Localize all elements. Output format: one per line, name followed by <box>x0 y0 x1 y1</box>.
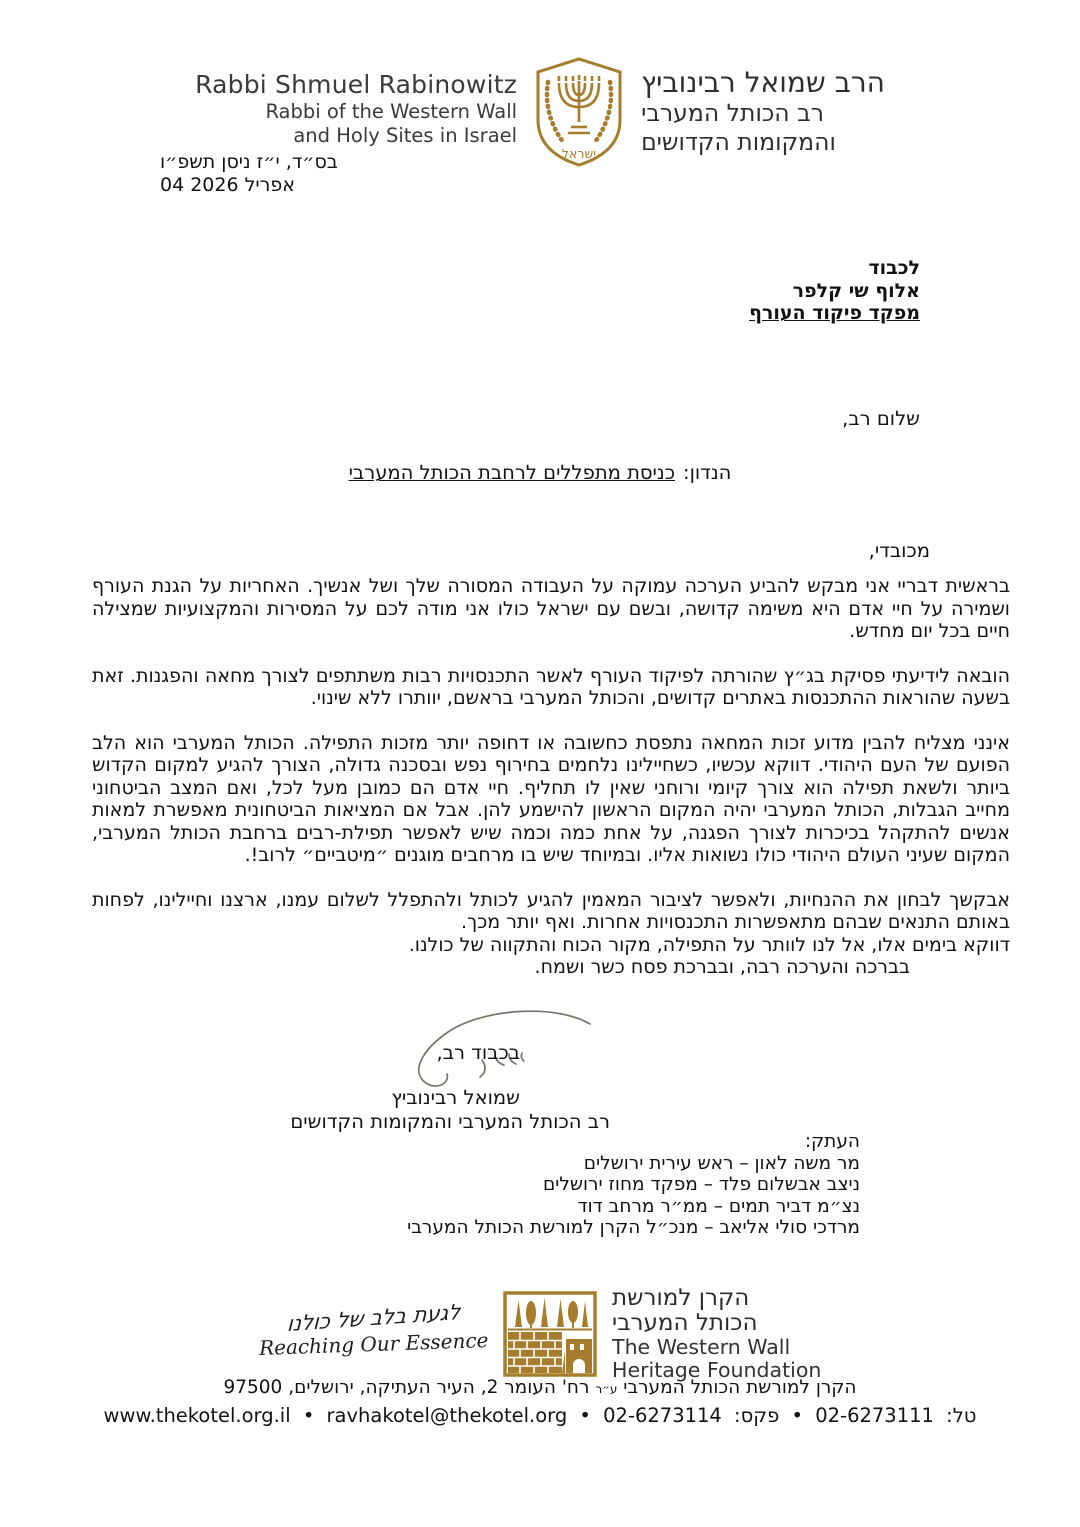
fax-number: 02-6273114 <box>603 1404 722 1427</box>
civil-date: 04 אפריל 2026 <box>160 174 295 196</box>
rabbi-title-hebrew-line1: רב הכותל המערבי <box>641 99 824 127</box>
cc-item: ניצב אבשלום פלד – מפקד מחוז ירושלים <box>542 1174 860 1195</box>
separator-dot: • <box>791 1404 804 1427</box>
line-blessing: בברכה והערכה רבה, ובברכת פסח כשר ושמח. <box>534 956 910 978</box>
footer-address <box>0 1377 1080 1398</box>
rabbi-title-english-line2: and Holy Sites in Israel <box>293 123 518 147</box>
recipient-name: אלוף שי קלפר <box>792 279 920 302</box>
separator-dot: • <box>302 1404 315 1427</box>
cc-item: מר משה לאון – ראש עירית ירושלים <box>583 1152 860 1174</box>
rabbi-title-english-line1: Rabbi of the Western Wall <box>265 100 518 123</box>
emblem-caption: ישראל <box>561 146 597 161</box>
phone-number: 02-6273111 <box>815 1404 934 1427</box>
foundation-tagline-hebrew: לגעת בלב של כולנו <box>285 1299 461 1337</box>
israel-state-emblem-icon <box>533 56 625 168</box>
separator-dot: • <box>579 1404 591 1427</box>
letter-body <box>92 575 1010 979</box>
cc-item: נצ״מ דביר תמים – ממ״ר מרחב דוד <box>577 1195 860 1217</box>
footer-registered-mark: ע״ר <box>595 1382 618 1396</box>
hebrew-date: בס״ד, י״ז ניסן תשפ״ו <box>160 151 338 173</box>
rabbi-title-hebrew-line2: והמקומות הקדושים <box>641 128 836 156</box>
foundation-brand-row <box>0 1286 1080 1382</box>
date-block <box>160 151 338 197</box>
footer-address-org: הקרן למורשת הכותל המערבי <box>623 1377 857 1398</box>
recipient-title: מפקד פיקוד העורף <box>749 302 920 324</box>
salutation: מכובדי, <box>868 539 930 562</box>
paragraph-appreciation: בראשית דבריי אני מבקש להביע הערכה עמוקה על העבודה המסורה שלך ושל אנשיך. האחריות על הגנת העורף ושמירה על חיי אדם היא משימה קדושה, ובשם עם ישראל כולו אני מודה לכם על המסירות והמקצועיות שמצילה חיים בכל יום מחדש. <box>92 575 1010 642</box>
signer-title: רב הכותל המערבי והמקומות הקדושים <box>290 1110 610 1133</box>
subject-line <box>0 461 1080 484</box>
subject-text: כניסת מתפללים לרחבת הכותל המערבי <box>348 461 676 484</box>
recipient-block <box>749 257 920 325</box>
foundation-name-english-line1: The Western Wall <box>612 1335 791 1359</box>
foundation-name-english-line2: Heritage Foundation <box>612 1358 822 1382</box>
cc-label: העתק: <box>804 1131 860 1152</box>
line-prayer: דווקא בימים אלו, אל לנו לוותר על התפילה, מקור הכוח והתקווה של כולנו. <box>408 933 1010 956</box>
valediction: בכבוד רב, <box>436 1041 520 1064</box>
western-wall-logo-icon <box>503 1291 597 1377</box>
foundation-tagline <box>258 1299 489 1362</box>
fax-label: פקס: <box>734 1404 780 1427</box>
cc-block <box>407 1131 860 1239</box>
rabbi-name-english: Rabbi Shmuel Rabinowitz <box>195 70 518 99</box>
rabbi-name-hebrew: הרב שמואל רבינוביץ <box>641 66 885 99</box>
foundation-name <box>612 1286 821 1382</box>
letterhead-hebrew <box>641 56 885 157</box>
signer-name: שמואל רבינוביץ <box>391 1086 520 1109</box>
greeting: שלום רב, <box>842 407 920 430</box>
foundation-name-hebrew-line2: הכותל המערבי <box>612 1310 758 1336</box>
footer-address-street: רח' העומר 2, העיר העתיקה, ירושלים, 97500 <box>223 1377 590 1398</box>
recipient-honorific: לכבוד <box>868 257 920 279</box>
footer-contact <box>0 1404 1080 1427</box>
cc-item: מרדכי סולי אליאב – מנכ״ל הקרן למורשת הכותל המערבי <box>407 1217 860 1238</box>
subject-label: הנדון: <box>683 461 732 484</box>
website-url: www.thekotel.org.il <box>103 1404 291 1427</box>
foundation-name-hebrew-line1: הקרן למורשת <box>612 1285 750 1311</box>
email-address: ravhakotel@thekotel.org <box>326 1404 568 1427</box>
paragraph-court-ruling: הובאה לידיעתי פסיקת בג״ץ שהורתה לפיקוד העורף לאשר התכנסויות רבות משתתפים לצורך מחאה והפגנות. זאת בשעה שהוראות ההתכנסות באתרים קדושים, והכותל המערבי בראשם, יוותרו ללא שינוי. <box>92 664 1010 709</box>
paragraph-request: אבקשך לבחון את ההנחיות, ולאפשר לציבור המאמין להגיע לכותל ולהתפלל לשלום עמנו, ארצנו וחיילינו, לפחות באותם התנאים שבהם מתאפשרות התכנסויות אחרות. ואף יותר מכך. <box>92 888 1010 933</box>
paragraph-argument: אינני מצליח להבין מדוע זכות המחאה נתפסת כחשובה או דחופה יותר מזכות התפילה. הכותל המערבי הוא הלב הפועם של העם היהודי. דווקא עכשיו, כשחיילינו נלחמים בחירוף נפש ובסכנה גדולה, הצורך להגיע למקום הקדוש ביותר ולשאת תפילה הוא צורך קיומי ורוחני שאין לו תחליף. חיי אדם הם כמובן מעל לכל, ואם המצב הביטחוני מחייב הגבלות, הכותל המערבי יהיה המקום הראשון להישמע להן. אבל אם המציאות הביטחונית מאפשרת למאות אנשים להתקהל בכיכרות לצורך הפגנה, על אחת כמה וכמה שיש לאפשר תפילת-רבים ברחבת הכותל המערבי, המקום שעיני העולם היהודי כולו נשואות אליו. ובמיוחד שיש בו מרחבים מוגנים ״מיטביים״ לרוב!. <box>92 731 1010 866</box>
foundation-tagline-english: Reaching Our Essence <box>258 1328 489 1360</box>
phone-label: טל: <box>946 1404 977 1427</box>
letterhead-english <box>195 56 517 147</box>
